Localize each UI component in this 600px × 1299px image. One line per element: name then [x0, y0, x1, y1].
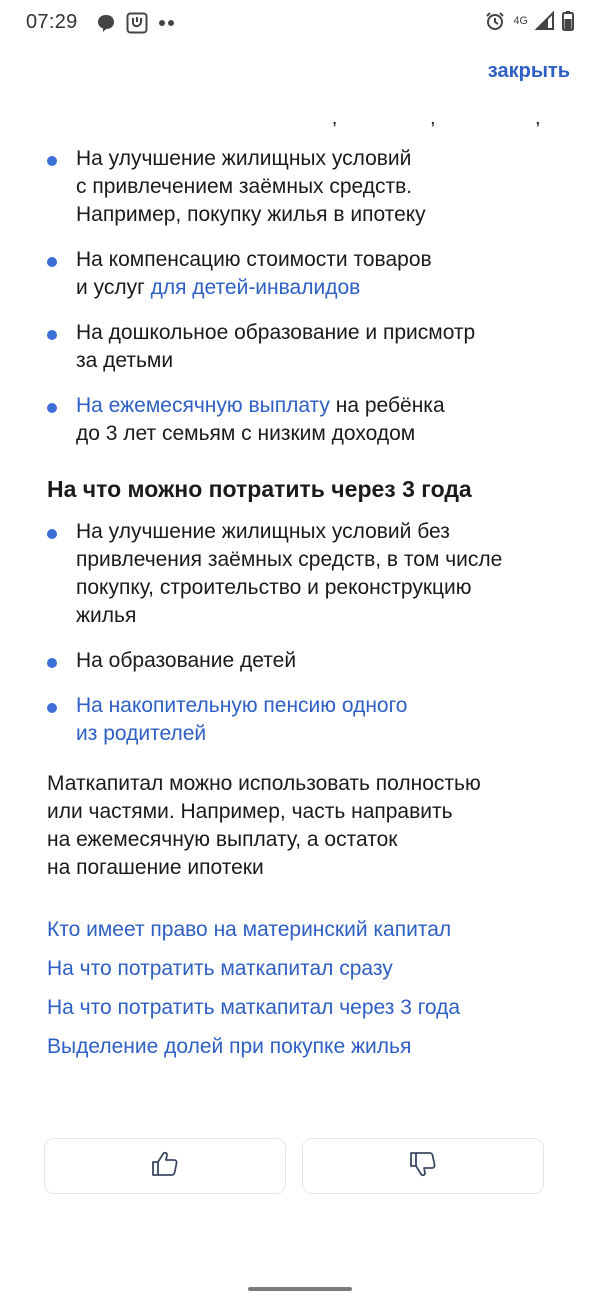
home-gesture-bar[interactable] [248, 1287, 352, 1291]
section-heading: На что можно потратить через 3 года [47, 476, 472, 502]
bullet-icon [47, 257, 57, 267]
paragraph-text: на ежемесячную выплату, а остаток [47, 828, 398, 851]
list-item [47, 246, 557, 302]
list-item-text: На образование детей [76, 649, 297, 672]
signal-icon [536, 12, 554, 30]
list-item-text: привлечения заёмных средств, в том числе [76, 548, 503, 571]
bullet-icon [47, 529, 57, 539]
close-link[interactable]: закрыть [487, 60, 570, 82]
thumbs-down-icon [408, 1149, 438, 1184]
list-item-text: На компенсацию стоимости товаров [76, 248, 432, 271]
usage-paragraph [47, 770, 557, 882]
list-item-text-line [76, 392, 557, 420]
bullet-icon [47, 156, 57, 166]
related-link-spend-now[interactable]: На что потратить маткапитал сразу [47, 957, 393, 980]
pension-link[interactable]: из родителей [76, 722, 207, 745]
paragraph-text: на погашение ипотеки [47, 856, 264, 879]
monthly-payment-link[interactable]: На ежемесячную выплату [76, 394, 330, 417]
thumbs-up-icon [150, 1149, 180, 1184]
list-item-text: с привлечением заёмных средств. [76, 175, 413, 198]
list-item [47, 392, 557, 448]
status-notification-icons [96, 12, 186, 34]
list-item-text: жилья [76, 604, 137, 627]
list-item-text: за детьми [76, 349, 174, 372]
message-icon [96, 13, 116, 33]
spend-after-3-years-list [47, 518, 557, 748]
list-item-text: до 3 лет семьям с низким доходом [76, 422, 416, 445]
list-item-text: Например, покупку жилья в ипотеку [76, 203, 426, 226]
paragraph-text: Маткапитал можно использовать полностью [47, 772, 481, 795]
like-button[interactable] [44, 1138, 286, 1194]
related-link-spend-after-3-years[interactable]: На что потратить маткапитал через 3 года [47, 996, 461, 1019]
bullet-icon [47, 330, 57, 340]
related-links [47, 916, 557, 1061]
alarm-icon [485, 11, 505, 31]
list-item [47, 319, 557, 375]
related-link-housing-shares[interactable]: Выделение долей при покупке жилья [47, 1035, 412, 1058]
paragraph-text: или частями. Например, часть направить [47, 800, 453, 823]
status-time: 07:29 [26, 11, 78, 33]
list-item-text: На улучшение жилищных условий [76, 147, 412, 170]
bullet-icon [47, 658, 57, 668]
status-bar [0, 0, 600, 48]
bullet-icon [47, 403, 57, 413]
list-item-text: на ребёнка [329, 394, 445, 417]
list-item [47, 692, 557, 748]
bullet-icon [47, 703, 57, 713]
list-item [47, 518, 557, 630]
spend-now-list [47, 145, 557, 448]
list-item-text: покупку, строительство и реконструкцию [76, 576, 472, 599]
pension-link[interactable]: На накопительную пенсию одного [76, 694, 408, 717]
list-item-text: и услуг [76, 276, 151, 299]
disabled-children-link[interactable]: для детей-инвалидов [150, 276, 361, 299]
list-item [47, 145, 557, 229]
related-link-eligibility[interactable]: Кто имеет право на материнский капитал [47, 918, 452, 941]
list-item-text: На дошкольное образование и присмотр [76, 321, 476, 344]
clipped-text-remnant [0, 107, 600, 133]
more-dots-icon [158, 19, 176, 27]
article-content [47, 145, 557, 1072]
status-system-icons [477, 11, 574, 31]
list-item-text-line [76, 274, 557, 302]
battery-icon [562, 11, 574, 31]
network-type [513, 16, 528, 26]
list-item [47, 647, 557, 675]
feedback-panel [44, 1138, 544, 1194]
clipped-text: , , , [76, 107, 542, 129]
notification-app-icon [126, 12, 148, 34]
list-item-text: На улучшение жилищных условий без [76, 520, 450, 543]
network-label: 4G [513, 15, 528, 27]
dislike-button[interactable] [302, 1138, 544, 1194]
